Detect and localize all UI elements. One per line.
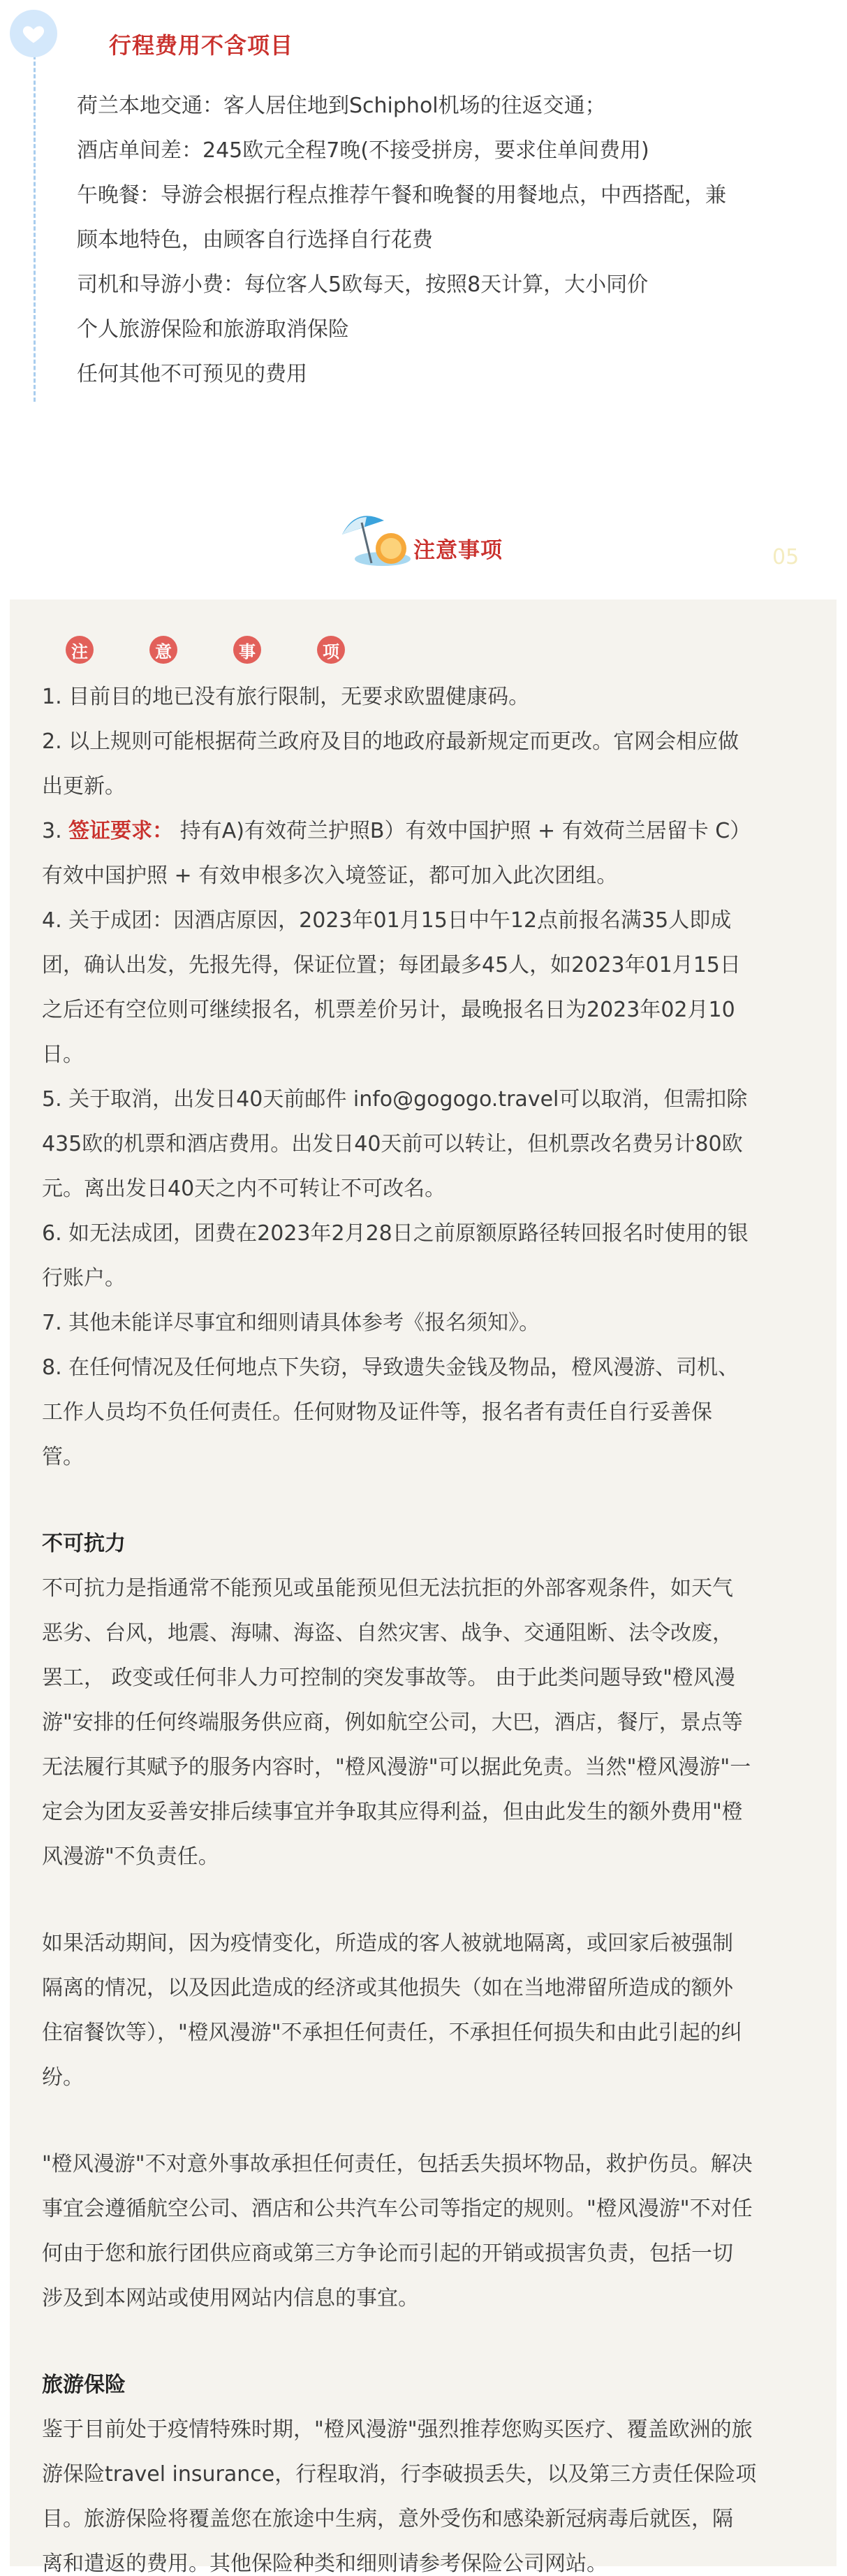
title-char-badge: 项 — [317, 636, 345, 664]
liability-line: 涉及到本网站或使用网站内信息的事宜。 — [42, 2286, 419, 2311]
note-line: 团，确认出发，先报先得，保证位置；每团最多45人，如2023年01月15日 — [42, 953, 741, 977]
section-number: 05 — [772, 545, 800, 569]
insurance-line: 目。旅游保险将覆盖您在旅途中生病，意外受伤和感染新冠病毒后就医，隔 — [42, 2507, 733, 2531]
note-line: 日。 — [42, 1042, 84, 1067]
note-line: 8. 在任何情况及任何地点下失窃，导致遗失金钱及物品，橙风漫游、司机、 — [42, 1355, 739, 1380]
note-line: 5. 关于取消，出发日40天前邮件 info@gogogo.travel可以取消，但需扣除 — [42, 1087, 748, 1112]
excluded-costs-section — [0, 0, 847, 405]
force-majeure-line: 定会为团友妥善安排后续事宜并争取其应得利益，但由此发生的额外费用"橙 — [42, 1800, 743, 1824]
excluded-costs-title: 行程费用不含项目 — [109, 32, 294, 59]
excluded-item: 任何其他不可预见的费用 — [77, 362, 307, 386]
liability-line: 事宜会遵循航空公司、酒店和公共汽车公司等指定的规则。"橙风漫游"不对任 — [42, 2197, 753, 2221]
notes-title-badges — [66, 636, 401, 669]
visa-line — [42, 809, 824, 854]
title-char-badge: 意 — [149, 636, 177, 664]
liability-line: 何由于您和旅行团供应商或第三方争论而引起的开销或损害负责，包括一切 — [42, 2241, 733, 2266]
note-line: 出更新。 — [42, 774, 126, 799]
excluded-item: 午晚餐：导游会根据行程点推荐午餐和晚餐的用餐地点，中西搭配，兼 — [77, 183, 726, 208]
force-majeure-line: 无法履行其赋予的服务内容时，"橙风漫游"可以据此免责。当然"橙风漫游"一 — [42, 1755, 751, 1780]
note-line: 435欧的机票和酒店费用。出发日40天前可以转让，但机票改名费另计80欧 — [42, 1132, 743, 1156]
liability-line: "橙风漫游"不对意外事故承担任何责任，包括丢失损坏物品，救护伤员。解决 — [42, 2152, 753, 2176]
excluded-item: 荷兰本地交通：客人居住地到Schiphol机场的往返交通； — [77, 94, 606, 118]
quarantine-line: 纷。 — [42, 2065, 84, 2090]
title-char-badge: 事 — [233, 636, 261, 664]
note-line: 2. 以上规则可能根据荷兰政府及目的地政府最新规定而更改。官网会相应做 — [42, 729, 739, 754]
force-majeure-line: 罢工， 政变或任何非人力可控制的突发事故等。 由于此类问题导致"橙风漫 — [42, 1666, 735, 1690]
quarantine-line: 住宿餐饮等），"橙风漫游"不承担任何责任，不承担任何损失和由此引起的纠 — [42, 2021, 742, 2045]
quarantine-line: 如果活动期间，因为疫情变化，所造成的客人被就地隔离，或回家后被强制 — [42, 1931, 733, 1956]
timeline-dashed-line — [34, 49, 36, 402]
note-line: 7. 其他未能详尽事宜和细则请具体参考《报名须知》。 — [42, 1311, 540, 1335]
quarantine-line: 隔离的情况，以及因此造成的经济或其他损失（如在当地滞留所造成的额外 — [42, 1976, 733, 2000]
notes-body — [42, 675, 824, 2576]
insurance-heading: 旅游保险 — [42, 2373, 126, 2397]
excluded-costs-list — [77, 84, 817, 397]
beach-umbrella-sun-icon — [328, 496, 412, 573]
excluded-item: 酒店单间差：245欧元全程7晚(不接受拼房，要求住单间费用) — [77, 138, 649, 163]
note-line: 6. 如无法成团，团费在2023年2月28日之前原额原路径转回报名时使用的银 — [42, 1221, 749, 1246]
visa-text: 持有A)有效荷兰护照B）有效中国护照 + 有效荷兰居留卡 C） — [173, 819, 751, 843]
note-line: 行账户。 — [42, 1266, 126, 1290]
title-char-badge: 注 — [66, 636, 94, 664]
visa-number: 3. — [42, 819, 69, 843]
notes-section-title: 注意事项 — [413, 538, 503, 563]
insurance-line: 鉴于目前处于疫情特殊时期，"橙风漫游"强烈推荐您购买医疗、覆盖欧洲的旅 — [42, 2417, 753, 2442]
visa-label: 签证要求： — [68, 819, 174, 843]
notes-panel — [10, 599, 837, 2576]
note-line: 有效中国护照 + 有效申根多次入境签证，都可加入此次团组。 — [42, 864, 618, 888]
force-majeure-line: 恶劣、台风，地震、海啸、海盗、自然灾害、战争、交通阻断、法令改废， — [42, 1621, 733, 1645]
excluded-item: 个人旅游保险和旅游取消保险 — [77, 317, 349, 342]
insurance-line: 游保险travel insurance，行程取消，行李破损丢失，以及第三方责任保险项 — [42, 2462, 757, 2487]
insurance-line: 离和遣返的费用。其他保险种类和细则请参考保险公司网站。 — [42, 2552, 607, 2576]
force-majeure-line: 不可抗力是指通常不能预见或虽能预见但无法抗拒的外部客观条件，如天气 — [42, 1576, 733, 1601]
excluded-item: 顾本地特色，由顾客自行选择自行花费 — [77, 228, 433, 252]
note-line: 之后还有空位则可继续报名，机票差价另计，最晚报名日为2023年02月10 — [42, 998, 735, 1022]
note-line: 管。 — [42, 1445, 84, 1469]
note-line: 元。离出发日40天之内不可转让不可改名。 — [42, 1177, 446, 1201]
excluded-item: 司机和导游小费：每位客人5欧每天，按照8天计算，大小同价 — [77, 272, 649, 297]
note-line: 4. 关于成团：因酒店原因，2023年01月15日中午12点前报名满35人即成 — [42, 908, 732, 933]
force-majeure-line: 风漫游"不负责任。 — [42, 1844, 219, 1869]
note-line: 工作人员均不负任何责任。任何财物及证件等，报名者有责任自行妥善保 — [42, 1400, 712, 1425]
force-majeure-heading: 不可抗力 — [42, 1531, 126, 1556]
notes-section-header — [0, 489, 847, 608]
note-line: 1. 目前目的地已没有旅行限制，无要求欧盟健康码。 — [42, 685, 530, 709]
heart-icon — [10, 10, 57, 57]
force-majeure-line: 游"安排的任何终端服务供应商，例如航空公司，大巴，酒店，餐厅，景点等 — [42, 1710, 743, 1735]
